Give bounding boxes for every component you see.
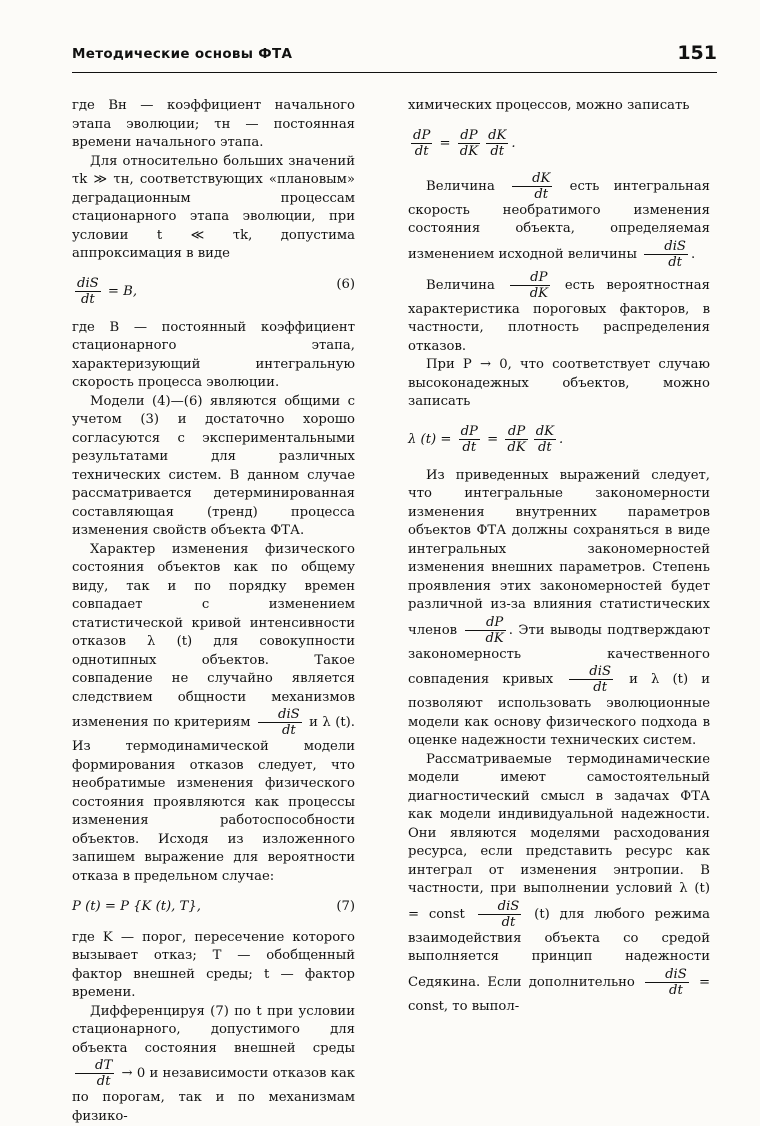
equation-6: $\frac{\text{diS}}{dt}$ = B, (6) [72, 276, 355, 307]
paragraph: Модели (4)—(6) являются общими с учетом (3) и достаточно хорошо согласуются с экспериментальными результатами для различных технических систем. В данном случае рассматривается детерминированная составляющая (тренд) процесса изменения свойств объекта ФТА. [72, 393, 355, 541]
paragraph: где Bн — коэффициент начального этапа эволюции; τн — постоянная времени начального этапа. [72, 97, 355, 153]
paragraph: Величина $\frac{dP}{dK}$ есть вероятностная характеристика пороговых факторов, в частности, плотность распределения отказов. [408, 270, 710, 357]
page-number: 151 [677, 42, 717, 64]
paragraph: Из приведенных выражений следует, что интегральные закономерности изменения внутренних параметров объектов ФТА должны сохраняться в виде интегральных закономерностей изменения внешних параметров. Степень проявления этих закономерностей будет различной из-за влияния статистических членов $\frac{dP}{dK}$ . Эти выводы подтверждают закономерность качественного совпадения кривых $\frac{\text{diS}}{dt}$ и λ (t) и позволяют использовать эволюционные модели как основу физического подхода в оценке надежности технических систем. [408, 467, 710, 751]
fraction-diS-dt: $\frac{\text{diS}}{dt}$ [75, 276, 101, 307]
fraction-diS-dt: $\frac{\text{diS}}{dt}$ [258, 707, 302, 738]
page-header [72, 44, 717, 76]
paragraph: При P → 0, что соответствует случаю высоконадежных объектов, можно записать [408, 356, 710, 412]
equation-number: (7) [336, 898, 355, 917]
running-title: Методические основы ФТА [72, 46, 292, 62]
paragraph: Для относительно больших значений τk ≫ τн, соответствующих «плановым» деградационным процессам стационарного этапа эволюции, при условии t ≪ τk, допустима аппроксимация в виде [72, 153, 355, 264]
paragraph: химических процессов, можно записать [408, 97, 710, 116]
equation-7: P (t) = P {K (t), T}, (7) [72, 898, 355, 917]
right-column [408, 97, 710, 1016]
paragraph: Характер изменения физического состояния объектов как по общему виду, так и по порядку времен совпадает с изменением статистической кривой интенсивности отказов λ (t) для совокупности однотипных объектов. Такое совпадение не случайно является следствием общности механизмов изменения по критериям $\frac{\text{diS}}{dt}$ и λ (t). Из термодинамической модели формирования отказов следует, что необратимые изменения физического состояния проявляются как процессы изменения работоспособности объектов. Исходя из изложенного запишем выражение для вероятности отказа в предельном случае: [72, 541, 355, 887]
paragraph: Величина $\frac{dK}{dt}$ есть интегральная скорость необратимого изменения состояния объекта, определяемая изменением исходной величины $\frac{\text{diS}}{dt}$ . [408, 171, 710, 270]
left-column [72, 97, 355, 1126]
header-rule [72, 72, 717, 73]
fraction-dT-dt: $\frac{dT}{dt}$ [75, 1058, 114, 1089]
paragraph: где K — порог, пересечение которого вызывает отказ; T — обобщенный фактор внешней среды; t — фактор времени. [72, 929, 355, 1003]
equation-lambda: λ (t) = $\frac{dP}{dt}$ = $\frac{dP}{dK}$ $\frac{dK}{dt}$ . [408, 424, 710, 455]
paragraph: Дифференцируя (7) по t при условии стационарного, допустимого для объекта состояния внешней среды $\frac{dT}{dt}$ → 0 и независимости отказов как по порогам, так и по механизмам физико- [72, 1003, 355, 1126]
paragraph: где B — постоянный коэффициент стационарного этапа, характеризующий интегральную скорость процесса эволюции. [72, 319, 355, 393]
equation-number: (6) [336, 276, 355, 295]
paragraph: Рассматриваемые термодинамические модели имеют самостоятельный диагностический смысл в задачах ФТА как модели индивидуальной надежности. Они являются моделями расходования ресурса, если представить ресурс как интеграл от изменения энтропии. В частности, при выполнении условий λ (t) = const $\frac{\text{diS}}{dt}$ (t) для любого режима взаимодействия объекта со средой выполняется принцип надежности Седякина. Если дополнительно $\frac{\text{diS}}{dt}$ = const, то выпол- [408, 751, 710, 1017]
equation-chain-rule: $\frac{dP}{dt}$ = $\frac{dP}{dK}$ $\frac{dK}{dt}$ . [408, 128, 710, 159]
